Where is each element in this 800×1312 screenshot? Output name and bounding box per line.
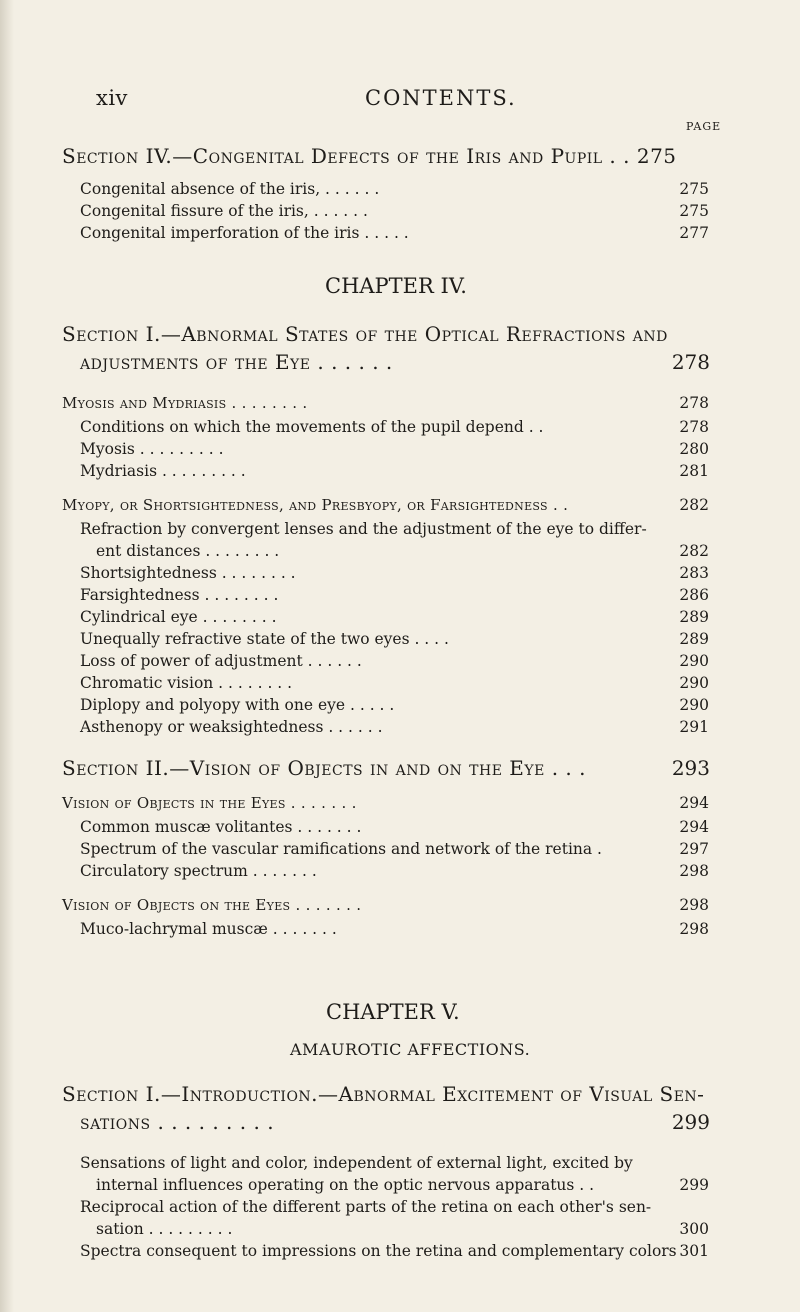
toc-entry-page: 282 <box>679 496 709 514</box>
toc-entry: Common muscæ volitantes . . . . . . . <box>80 818 362 836</box>
toc-section-page: 293 <box>671 756 710 780</box>
toc-entry-page: 283 <box>679 564 709 582</box>
toc-entry: Spectrum of the vascular ramifications and network of the retina . <box>80 840 602 858</box>
toc-entry-page: 277 <box>679 224 709 242</box>
toc-entry-page: 289 <box>679 630 709 648</box>
toc-entry: Circulatory spectrum . . . . . . . <box>80 862 317 880</box>
toc-entry-page: 294 <box>679 794 709 812</box>
page-column-label: PAGE <box>686 120 722 133</box>
toc-entry: Myosis . . . . . . . . . <box>80 440 224 458</box>
toc-entry-page: 280 <box>679 440 709 458</box>
toc-entry: Muco-lachrymal muscæ . . . . . . . <box>80 920 337 938</box>
toc-entry: Cylindrical eye . . . . . . . . <box>80 608 277 626</box>
toc-entry-page: 290 <box>679 652 709 670</box>
toc-entry-page: 275 <box>679 180 709 198</box>
toc-entry: Diplopy and polyopy with one eye . . . . . <box>80 696 395 714</box>
toc-entry: Sensations of light and color, independent of external light, excited by <box>80 1154 633 1172</box>
toc-section-heading-cont: adjustments of the Eye . . . . . . <box>80 350 393 374</box>
toc-entry: Spectra consequent to impressions on the retina and complementary colors <box>80 1242 677 1260</box>
toc-entry-page: 298 <box>679 862 709 880</box>
toc-entry-page: 286 <box>679 586 709 604</box>
toc-entry-cont: ent distances . . . . . . . . <box>96 542 280 560</box>
toc-entry-cont: sation . . . . . . . . . <box>96 1220 233 1238</box>
toc-section-heading: Section I.—Abnormal States of the Optical Refractions and <box>62 322 668 346</box>
toc-subheading: Vision of Objects on the Eyes . . . . . . . <box>62 896 362 914</box>
toc-entry: Congenital absence of the iris, . . . . . . <box>80 180 380 198</box>
toc-subheading: Vision of Objects in the Eyes . . . . . . . <box>62 794 357 812</box>
toc-entry: Loss of power of adjustment . . . . . . <box>80 652 362 670</box>
toc-entry: Congenital fissure of the iris, . . . . . . <box>80 202 368 220</box>
toc-entry: Asthenopy or weaksightedness . . . . . . <box>80 718 383 736</box>
toc-section-heading: Section I.—Introduction.—Abnormal Excitement of Visual Sen- <box>62 1082 705 1106</box>
toc-entry-page: 297 <box>679 840 709 858</box>
toc-section-page: 299 <box>671 1110 710 1134</box>
toc-entry-page: 294 <box>679 818 709 836</box>
toc-section-page: 278 <box>671 350 710 374</box>
toc-entry-page: 298 <box>679 896 709 914</box>
chapter-heading: CHAPTER V. <box>326 1000 460 1024</box>
toc-entry: Farsightedness . . . . . . . . <box>80 586 279 604</box>
toc-entry: Reciprocal action of the different parts of the retina on each other's sen- <box>80 1198 652 1216</box>
running-title: CONTENTS. <box>365 86 517 110</box>
toc-entry-page: 299 <box>679 1176 709 1194</box>
toc-entry-page: 301 <box>679 1242 709 1260</box>
toc-entry: Chromatic vision . . . . . . . . <box>80 674 293 692</box>
toc-subheading: Myopy, or Shortsightedness, and Presbyopy, or Farsightedness . . <box>62 496 569 514</box>
toc-entry: Mydriasis . . . . . . . . . <box>80 462 246 480</box>
page-number: xiv <box>96 86 128 110</box>
toc-section-heading: Section II.—Vision of Objects in and on the Eye . . . <box>62 756 586 780</box>
toc-entry: Shortsightedness . . . . . . . . <box>80 564 296 582</box>
toc-entry: Refraction by convergent lenses and the adjustment of the eye to differ- <box>80 520 647 538</box>
toc-entry-page: 290 <box>679 696 709 714</box>
toc-entry-page: 300 <box>679 1220 709 1238</box>
chapter-heading: CHAPTER IV. <box>325 274 467 298</box>
page-gutter-shadow <box>0 0 14 1312</box>
toc-entry: Conditions on which the movements of the pupil depend . . <box>80 418 544 436</box>
toc-subheading: Myosis and Mydriasis . . . . . . . . <box>62 394 308 412</box>
toc-entry-page: 278 <box>679 418 709 436</box>
toc-entry-page: 278 <box>679 394 709 412</box>
toc-entry-page: 281 <box>679 462 709 480</box>
toc-entry-page: 275 <box>679 202 709 220</box>
chapter-subtitle: AMAUROTIC AFFECTIONS. <box>290 1040 531 1059</box>
toc-section-heading: Section IV.—Congenital Defects of the Iris and Pupil . . 275 <box>62 144 677 168</box>
toc-entry-page: 298 <box>679 920 709 938</box>
toc-entry-page: 282 <box>679 542 709 560</box>
toc-entry-page: 291 <box>679 718 709 736</box>
toc-entry-page: 290 <box>679 674 709 692</box>
toc-entry-cont: internal influences operating on the optic nervous apparatus . . <box>96 1176 595 1194</box>
toc-entry: Congenital imperforation of the iris . . . . . <box>80 224 409 242</box>
toc-entry: Unequally refractive state of the two eyes . . . . <box>80 630 449 648</box>
toc-entry-page: 289 <box>679 608 709 626</box>
toc-section-heading-cont: sations . . . . . . . . . <box>80 1110 275 1134</box>
